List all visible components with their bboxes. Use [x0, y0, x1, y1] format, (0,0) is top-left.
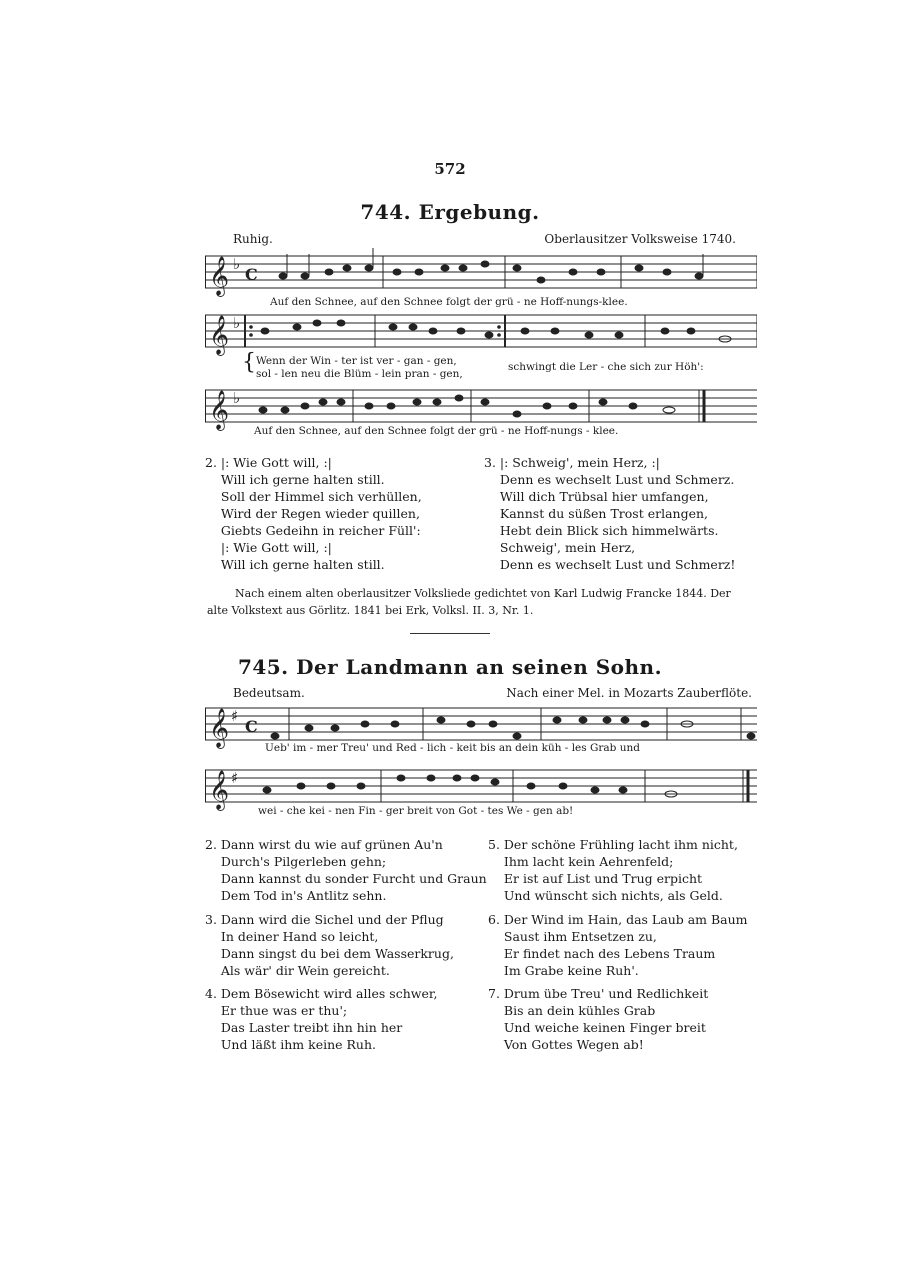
common-time-icon: C — [245, 717, 258, 736]
lyrics-line-2b: sol - len neu die Blüm - lein pran - gen, — [256, 368, 463, 380]
notes-staff-1 — [279, 248, 703, 283]
page-number: 572 — [434, 160, 466, 178]
music-staff-2 — [205, 305, 757, 357]
verse-745-3: 3. Dann wird die Sichel und der Pflug In deiner Hand so leicht, Dann singst du bei dem Wasserkrug, Als wär' dir Wein gereicht. — [205, 912, 454, 978]
flat-icon: ♭ — [233, 389, 241, 407]
melody-source: Oberlausitzer Volksweise 1740. — [544, 232, 736, 246]
common-time-icon: C — [245, 265, 258, 284]
verse-745-7: 7. Drum übe Treu' und Redlichkeit Bis an dein kühles Grab Und weiche keinen Finger breit Von Gottes Wegen ab! — [488, 986, 709, 1052]
lyrics-line-2c: schwingt die Ler - che sich zur Höh': — [508, 361, 704, 373]
tempo-marking: Ruhig. — [233, 232, 273, 246]
treble-clef-icon: 𝄞 — [209, 770, 230, 810]
song-title-744: 744. Ergebung. — [360, 200, 540, 224]
footnote: Nach einem alten oberlausitzer Volksliede gedichtet von Karl Ludwig Francke 1844. Der alte Volkstext aus Görlitz. 1841 bei Erk, Volksl. II. 3, Nr. 1. — [207, 587, 731, 617]
lyrics-line-5: wei - che kei - nen Fin - ger breit von Got - tes We - gen ab! — [258, 805, 574, 817]
tempo-marking: Bedeutsam. — [233, 686, 305, 700]
lyrics-line-1: Auf den Schnee, auf den Schnee folgt der grü - ne Hoff-nungs-klee. — [270, 296, 628, 308]
verse-745-5: 5. Der schöne Frühling lacht ihm nicht, Ihm lacht kein Aehrenfeld; Er ist auf List und Trug erpicht Und wünscht sich nichts, als Geld. — [488, 837, 738, 903]
verse-745-6: 6. Der Wind im Hain, das Laub am Baum Saust ihm Entsetzen zu, Er findet nach des Lebens Traum Im Grabe keine Ruh'. — [488, 912, 748, 978]
lyrics-line-2a: Wenn der Win - ter ist ver - gan - gen, — [256, 355, 457, 367]
sharp-icon: ♯ — [231, 707, 239, 725]
treble-clef-icon: 𝄞 — [209, 708, 230, 748]
treble-clef-icon: 𝄞 — [209, 256, 230, 296]
section-divider — [410, 633, 490, 634]
brace-icon: { — [242, 350, 256, 375]
lyrics-line-3: Auf den Schnee, auf den Schnee folgt der grü - ne Hoff-nungs - klee. — [254, 425, 619, 437]
song-title-745: 745. Der Landmann an seinen Sohn. — [237, 655, 663, 679]
sharp-icon: ♯ — [231, 769, 239, 787]
verse-745-2: 2. Dann wirst du wie auf grünen Au'n Durch's Pilgerleben gehn; Dann kannst du sonder Furcht und Graun Dem Tod in's Antlitz sehn. — [205, 837, 487, 903]
treble-clef-icon: 𝄞 — [209, 390, 230, 430]
notes-staff-4 — [271, 717, 755, 739]
lyrics-line-4: Ueb' im - mer Treu' und Red - lich - keit bis an dein küh - les Grab und — [265, 742, 640, 754]
verse-3: 3. |: Schweig', mein Herz, :| Denn es wechselt Lust und Schmerz. Will dich Trübsal hier umfangen, Kannst du süßen Trost erlangen, Hebt dein Blick sich himmelwärts. Schweig', mein Herz, Denn es wechselt Lust und Schmerz! — [484, 455, 736, 572]
verse-745-4: 4. Dem Bösewicht wird alles schwer, Er thue was er thu'; Das Laster treibt ihn hin her Und läßt ihm keine Ruh. — [205, 986, 438, 1052]
verse-2: 2. |: Wie Gott will, :| Will ich gerne halten still. Soll der Himmel sich verhüllen, Wird der Regen wieder quillen, Giebts Gedeihn in reicher Füll': |: Wie Gott will, :| Will ich gerne halten still. — [205, 455, 422, 572]
treble-clef-icon: 𝄞 — [209, 315, 230, 355]
flat-icon: ♭ — [233, 314, 241, 332]
melody-source: Nach einer Mel. in Mozarts Zauberflöte. — [506, 686, 752, 700]
music-staff-1 — [205, 246, 757, 298]
flat-icon: ♭ — [233, 255, 241, 273]
